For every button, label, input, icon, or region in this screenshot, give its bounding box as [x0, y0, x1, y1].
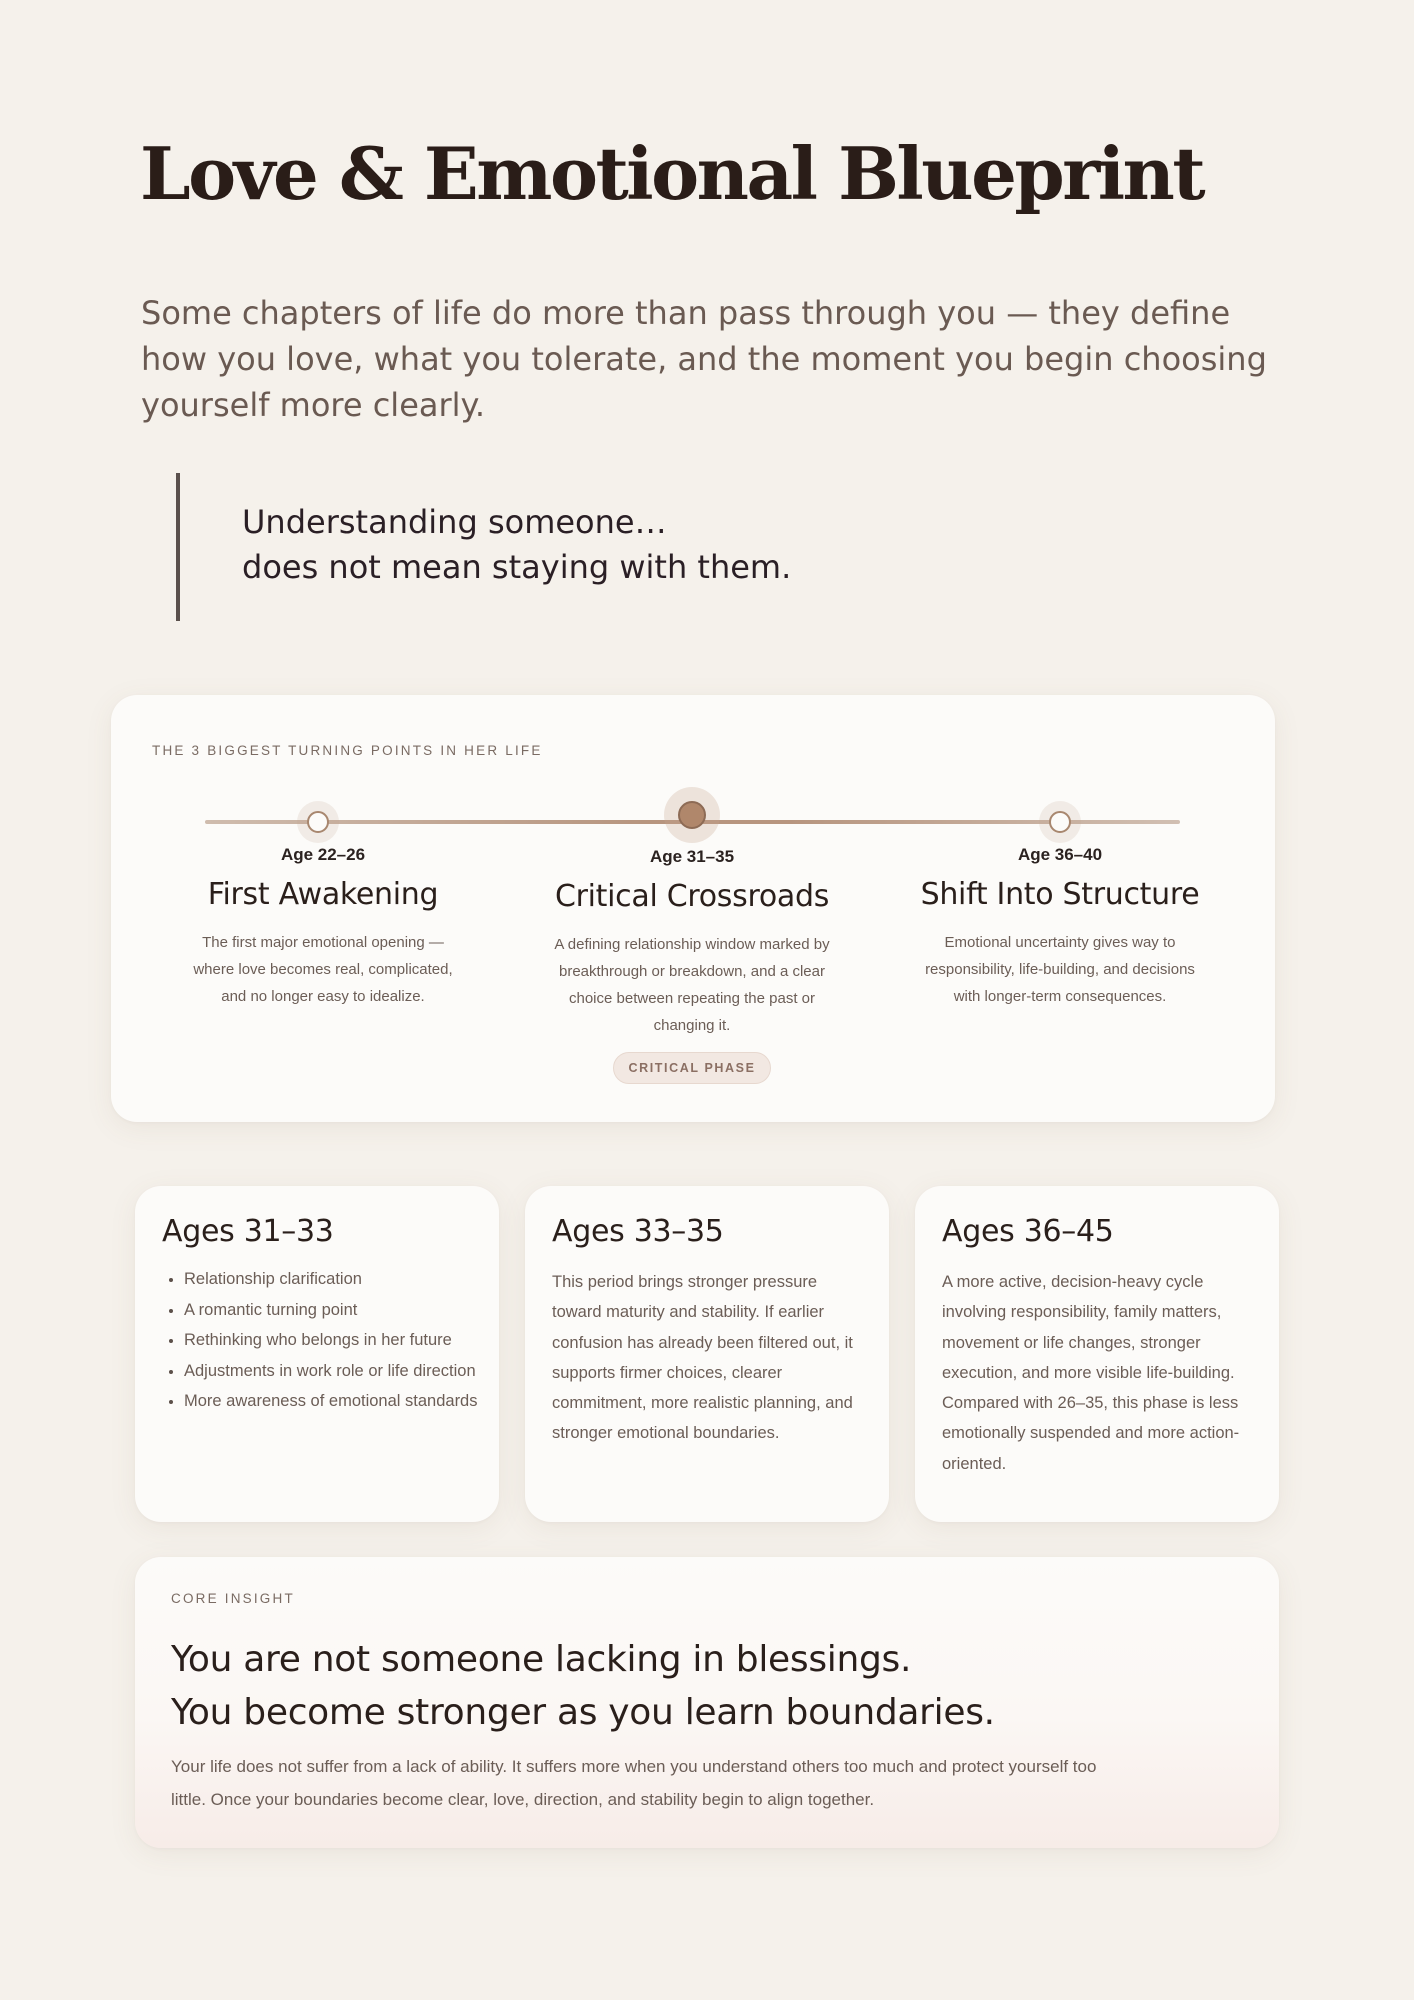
core-insight-headline	[171, 1633, 995, 1739]
phase-title: Shift Into Structure	[920, 877, 1200, 912]
list-item: • Rethinking who belongs in her future	[184, 1325, 504, 1356]
phase-description: The first major emotional opening — where love becomes real, complicated, and no longer easy to idealize.	[193, 934, 453, 1005]
phase-critical-crossroads	[542, 847, 842, 1084]
core-insight-body: Your life does not suffer from a lack of ability. It suffers more when you understand others too much and protect yourself too little. Once your boundaries become clear, love, direction, and stability begin to align together.	[171, 1757, 1097, 1809]
age-card-31-33	[135, 1186, 499, 1522]
core-insight-card	[135, 1557, 1279, 1848]
phase-age: Age 22–26	[280, 845, 366, 864]
pull-quote	[176, 473, 980, 621]
age-card-list	[162, 1264, 504, 1417]
phase-age: Age 36–40	[1017, 845, 1103, 864]
list-item: • Adjustments in work role or life direction	[184, 1356, 504, 1387]
quote-line-2: does not mean staying with them.	[242, 548, 792, 586]
quote-line-1: Understanding someone…	[242, 503, 667, 541]
list-item: • More awareness of emotional standards	[184, 1386, 504, 1417]
age-card-title: Ages 36–45	[942, 1214, 1114, 1249]
age-card-title: Ages 33–35	[552, 1214, 724, 1249]
critical-phase-badge: CRITICAL PHASE	[613, 1052, 770, 1084]
core-insight-line-2: You become stronger as you learn boundaries.	[171, 1692, 995, 1733]
core-insight-line-1: You are not someone lacking in blessings.	[171, 1639, 912, 1680]
page-title: Love & Emotional Blueprint	[140, 131, 1204, 216]
phase-shift-into-structure	[910, 845, 1210, 1010]
age-card-36-45	[915, 1186, 1279, 1522]
timeline-node-critical	[664, 787, 720, 843]
age-card-body: A more active, decision-heavy cycle involving responsibility, family matters, movement or life changes, stronger execution, and more visible life-building. Compared with 26–35, this phase is less emotionally suspended and more action-oriented.	[942, 1273, 1240, 1473]
turning-points-heading: THE 3 BIGGEST TURNING POINTS IN HER LIFE	[152, 743, 543, 758]
phase-age: Age 31–35	[649, 847, 735, 866]
timeline-node-3	[1039, 801, 1081, 843]
age-card-title: Ages 31–33	[162, 1214, 334, 1249]
phase-title: Critical Crossroads	[554, 879, 830, 914]
phase-description: A defining relationship window marked by breakthrough or breakdown, and a clear choice between repeating the past or changing it.	[554, 936, 830, 1034]
phase-title: First Awakening	[207, 877, 439, 912]
timeline-node-1	[297, 801, 339, 843]
turning-points-card	[111, 695, 1275, 1122]
list-item: • Relationship clarification	[184, 1264, 504, 1295]
age-card-body: This period brings stronger pressure toward maturity and stability. If earlier confusion has already been filtered out, it supports firmer choices, clearer commitment, more realistic planning, and stronger emotional boundaries.	[552, 1273, 853, 1443]
core-insight-label: CORE INSIGHT	[171, 1591, 295, 1606]
phase-description: Emotional uncertainty gives way to responsibility, life-building, and decisions with longer-term consequences.	[925, 934, 1195, 1005]
age-card-33-35	[525, 1186, 889, 1522]
intro-paragraph: Some chapters of life do more than pass through you — they define how you love, what you tolerate, and the moment you begin choosing yourself more clearly.	[141, 294, 1267, 424]
phase-first-awakening	[173, 845, 473, 1010]
list-item: • A romantic turning point	[184, 1295, 504, 1326]
